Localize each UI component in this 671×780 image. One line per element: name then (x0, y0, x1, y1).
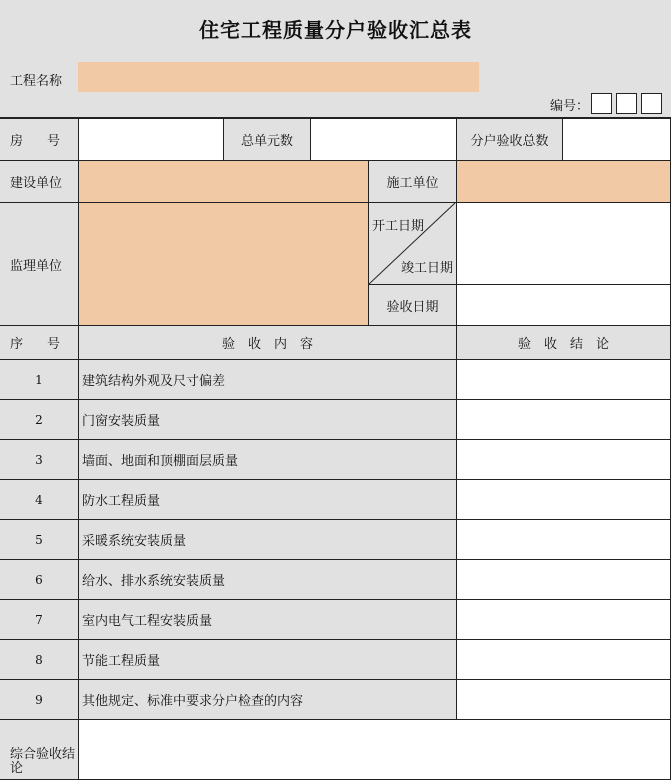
room-label: 房 号 (0, 119, 79, 161)
seq-header: 序 号 (0, 326, 79, 360)
item-conclusion-field[interactable] (457, 600, 671, 640)
item-conclusion-field[interactable] (457, 640, 671, 680)
start-end-date-field[interactable] (457, 203, 671, 285)
item-seq: 9 (0, 680, 79, 720)
item-content: 室内电气工程安装质量 (79, 600, 457, 640)
serial-box-1[interactable] (591, 93, 612, 114)
total-units-field[interactable] (311, 119, 457, 161)
serial-box-2[interactable] (616, 93, 637, 114)
item-conclusion-field[interactable] (457, 440, 671, 480)
summary-field[interactable] (79, 720, 671, 780)
item-content: 墙面、地面和顶棚面层质量 (79, 440, 457, 480)
page-title: 住宅工程质量分户验收汇总表 (199, 18, 472, 42)
acceptance-date-label: 验收日期 (369, 285, 457, 326)
item-seq: 6 (0, 560, 79, 600)
acceptance-date-field[interactable] (457, 285, 671, 326)
item-content: 防水工程质量 (79, 480, 457, 520)
construction-unit-label: 建设单位 (0, 161, 79, 203)
builder-unit-field[interactable] (457, 161, 671, 203)
item-seq: 4 (0, 480, 79, 520)
supervision-unit-field[interactable] (79, 203, 369, 326)
item-content: 给水、排水系统安装质量 (79, 560, 457, 600)
room-field[interactable] (79, 119, 224, 161)
item-conclusion-field[interactable] (457, 680, 671, 720)
end-date-label: 竣工日期 (401, 261, 454, 276)
builder-unit-label: 施工单位 (369, 161, 457, 203)
item-seq: 8 (0, 640, 79, 680)
start-end-date-cell (369, 203, 457, 285)
project-name-label: 工程名称 (10, 74, 63, 89)
construction-unit-field[interactable] (79, 161, 369, 203)
total-units-label: 总单元数 (224, 119, 311, 161)
item-content: 采暖系统安装质量 (79, 520, 457, 560)
inspection-total-label: 分户验收总数 (457, 119, 563, 161)
inspection-total-field[interactable] (563, 119, 671, 161)
item-conclusion-field[interactable] (457, 560, 671, 600)
supervision-unit-label: 监理单位 (0, 203, 79, 326)
item-content: 其他规定、标准中要求分户检查的内容 (79, 680, 457, 720)
item-conclusion-field[interactable] (457, 520, 671, 560)
serial-label: 编号： (550, 99, 590, 114)
item-conclusion-field[interactable] (457, 480, 671, 520)
conclusion-header: 验收结论 (457, 326, 671, 360)
item-conclusion-field[interactable] (457, 400, 671, 440)
summary-table (0, 117, 671, 776)
content-header: 验收内容 (79, 326, 457, 360)
summary-label: 综合验收结论 (0, 720, 79, 780)
start-date-label: 开工日期 (372, 219, 425, 234)
item-conclusion-field[interactable] (457, 360, 671, 400)
serial-box-3[interactable] (641, 93, 662, 114)
item-content: 门窗安装质量 (79, 400, 457, 440)
item-seq: 5 (0, 520, 79, 560)
item-seq: 2 (0, 400, 79, 440)
item-content: 节能工程质量 (79, 640, 457, 680)
item-seq: 7 (0, 600, 79, 640)
item-content: 建筑结构外观及尺寸偏差 (79, 360, 457, 400)
project-name-field[interactable] (78, 62, 479, 92)
item-seq: 1 (0, 360, 79, 400)
item-seq: 3 (0, 440, 79, 480)
